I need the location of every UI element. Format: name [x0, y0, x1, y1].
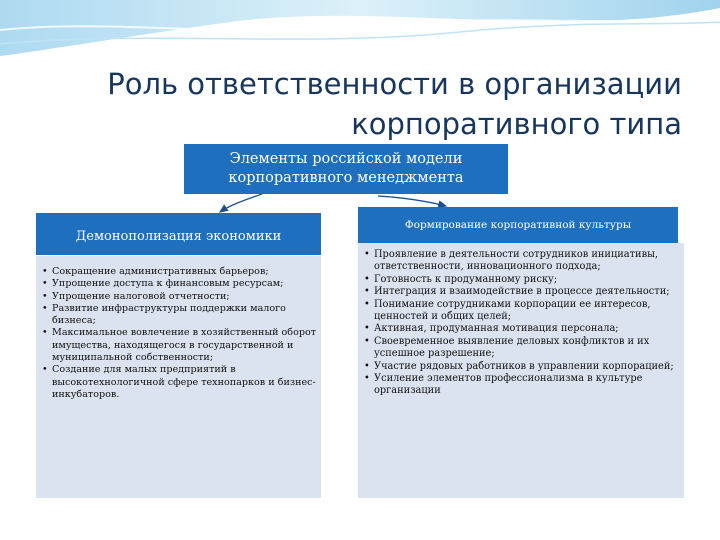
list-item: • Создание для малых предприятий в высокотехнологичной сфере технопарков и бизнес-инкубаторов. [42, 364, 317, 401]
right-header: Формирование корпоративной культуры [358, 207, 678, 243]
list-item: • Понимание сотрудниками корпорации ее интересов, ценностей и общих целей; [364, 299, 680, 324]
root-box-line-1: Элементы российской модели [229, 151, 463, 167]
arrow-to-left [220, 194, 262, 212]
list-item: • Упрощение доступа к финансовым ресурсам; [42, 278, 317, 290]
list-item: • Проявление в деятельности сотрудников инициативы, ответственности, инновационного подхода; [364, 249, 680, 274]
list-item: • Активная, продуманная мотивация персонала; [364, 323, 680, 335]
right-list [364, 249, 680, 398]
list-item: • Сокращение административных барьеров; [42, 266, 317, 278]
title-line-1: Роль ответственности в организации [107, 67, 682, 101]
root-box-line-2: корпоративного менеджмента [228, 170, 464, 186]
list-item: • Своевременное выявление деловых конфликтов и их успешное разрешение; [364, 336, 680, 361]
right-panel [358, 243, 684, 498]
list-item: • Максимальное вовлечение в хозяйственный оборот имущества, находящегося в государственной и муниципальной собственности; [42, 327, 317, 364]
arrow-to-right [378, 196, 446, 206]
title-line-2: корпоративного типа [351, 107, 682, 141]
list-item: • Упрощение налоговой отчетности; [42, 291, 317, 303]
list-item: • Участие рядовых работников в управлении корпорацией; [364, 361, 680, 373]
root-box [184, 144, 508, 194]
header-wave-decoration [0, 0, 720, 60]
list-item: • Усиление элементов профессионализма в культуре организации [364, 373, 680, 398]
list-item: • Готовность к продуманному риску; [364, 274, 680, 286]
left-list [42, 266, 317, 401]
list-item: • Интеграция и взаимодействие в процессе деятельности; [364, 286, 680, 298]
left-header: Демонополизация экономики [36, 213, 321, 255]
list-item: • Развитие инфраструктуры поддержки малого бизнеса; [42, 303, 317, 328]
slide-title [107, 64, 682, 144]
left-panel [36, 256, 321, 498]
